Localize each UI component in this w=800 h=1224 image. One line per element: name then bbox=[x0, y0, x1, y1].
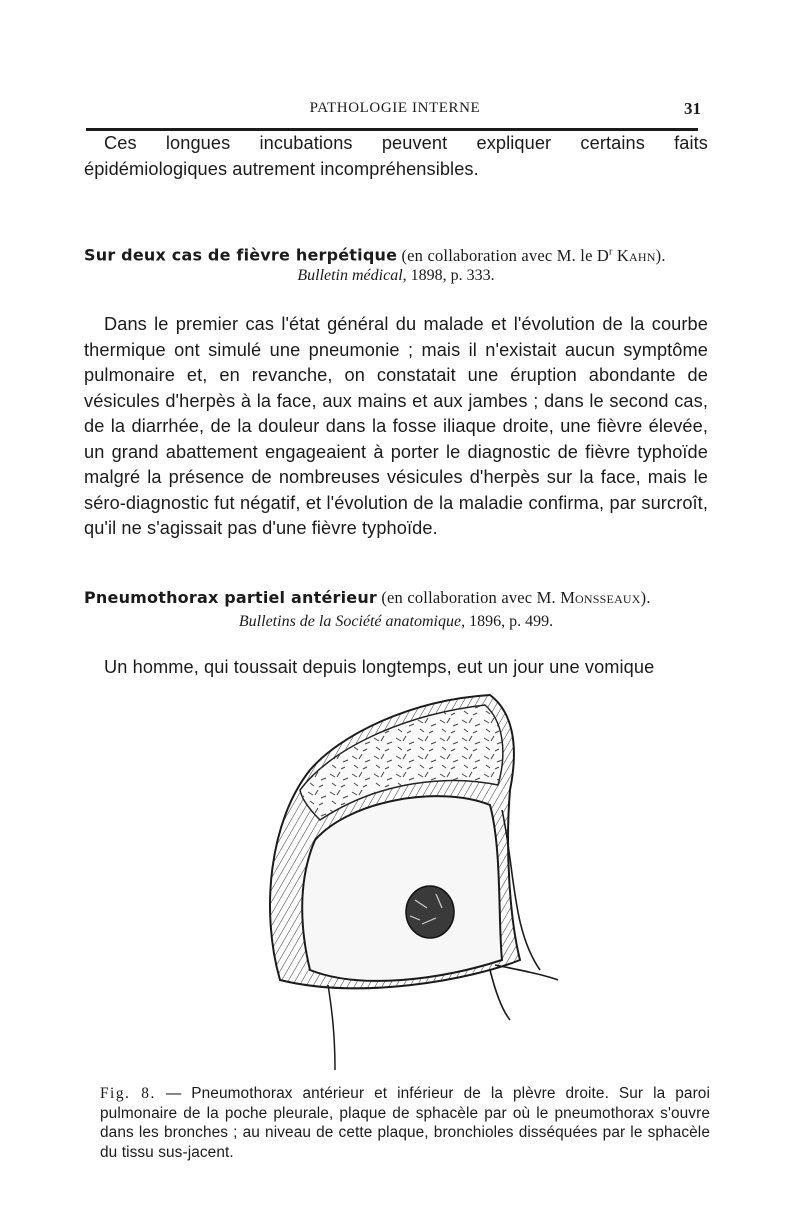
entry-reference bbox=[84, 611, 708, 633]
pleural-pocket bbox=[302, 796, 502, 981]
journal-name: Bulletins de la Société anatomique bbox=[238, 613, 462, 630]
page-number: 31 bbox=[684, 99, 701, 118]
entry-heading bbox=[84, 241, 714, 267]
intro-paragraph: Ces longues incubations peuvent expliquer certains faits épidémiologiques autrement incompréhensibles. bbox=[84, 133, 708, 179]
running-title: PATHOLOGIE INTERNE bbox=[309, 100, 481, 116]
entry-body: Dans le premier cas l'état général du malade et l'évolution de la courbe thermique ont simulé une pneumonie ; mais il n'existait aucun symptôme pulmonaire et, en revanche, on constatait une éruption abondante de vésicules d'herpès à la face, aux mains et aux jambes ; dans le second cas, de la diarrhée, de la douleur dans la fosse iliaque droite, une fièvre élevée, un grand abattement engageaient à porter le diagnostic de fièvre typhoïde malgré la présence de nombreuses vésicules d'herpès sur la face, mais le séro-diagnostic fut négatif, et l'évolution de la maladie confirma, par surcroît, qu'il ne s'agissait pas d'une fièvre typhoïde. bbox=[84, 314, 708, 538]
figure-label: Fig. 8. bbox=[100, 1085, 156, 1102]
page-header bbox=[0, 0, 800, 130]
entry-body: Un homme, qui toussait depuis longtemps, eut un jour une vomique bbox=[104, 657, 655, 677]
entry-collaboration: (en collaboration avec M. le $D^r$ Kahn). bbox=[401, 245, 666, 265]
figure-caption bbox=[100, 1084, 710, 1162]
sphacele-plaque bbox=[406, 886, 454, 938]
entry-title: Pneumothorax partiel antérieur bbox=[84, 588, 378, 607]
entry-title: Sur deux cas de fièvre herpétique bbox=[84, 245, 398, 265]
caption-text: — Pneumothorax antérieur et inférieur de la plèvre droite. Sur la paroi pulmonaire de la poche pleurale, plaque de sphacèle par où le pneumothorax s'ouvre dans les bronches ; au niveau de cette plaque, bronchioles disséquées par le sphacèle du tissu sus-jacent. bbox=[100, 1085, 710, 1161]
journal-name: Bulletin médical bbox=[297, 267, 403, 284]
entry-reference bbox=[84, 265, 708, 287]
reference-details: , 1898, p. 333. bbox=[402, 267, 495, 284]
pneumothorax-illustration bbox=[240, 680, 560, 1080]
entry-collaboration: (en collaboration avec M. Monsseaux). bbox=[381, 588, 651, 607]
reference-details: , 1896, p. 499. bbox=[461, 613, 554, 630]
hilum-stem bbox=[328, 985, 335, 1070]
entry-heading bbox=[84, 587, 714, 609]
